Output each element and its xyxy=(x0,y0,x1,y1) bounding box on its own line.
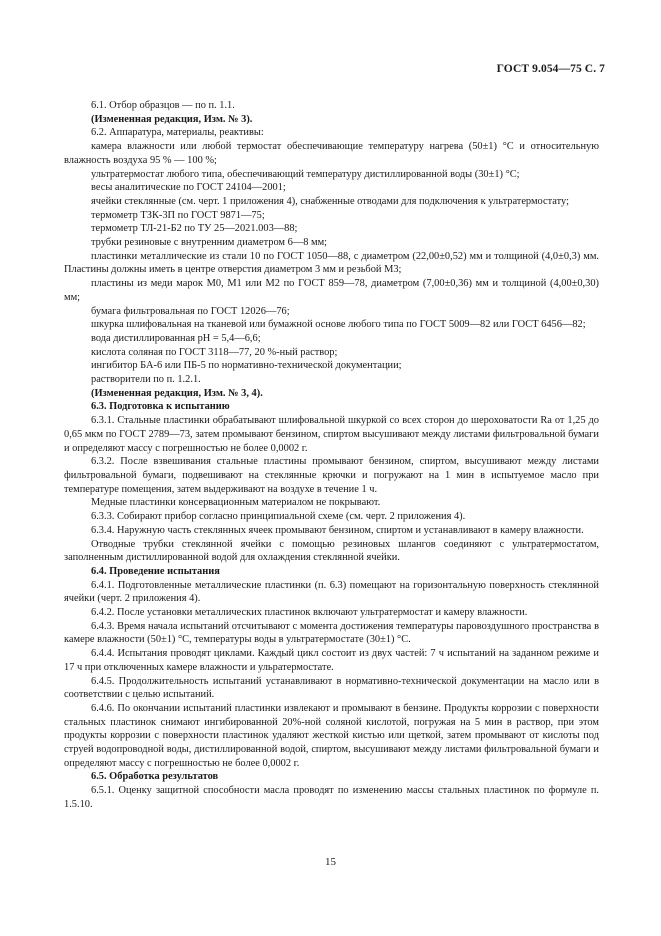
page-number: 15 xyxy=(325,856,336,868)
paragraph: термометр ТЗК-3П по ГОСТ 9871—75; xyxy=(91,209,265,221)
document-body xyxy=(64,99,599,812)
paragraph: трубки резиновые с внутренним диаметром 6—8 мм; xyxy=(91,237,328,249)
paragraph: 6.5.1. Оценку защитной способности масла проводят по изменению массы стальных пластинок по формуле п. 1.5.10. xyxy=(64,785,599,810)
paragraph: бумага фильтровальная по ГОСТ 12026—76; xyxy=(91,305,290,317)
section-heading: 6.5. Обработка результатов xyxy=(91,771,219,783)
paragraph: 6.4.1. Подготовленные металлические пластинки (п. 6.3) помещают на горизонтальную поверхность стеклянной ячейки (черт. 2 приложения 4). xyxy=(64,579,599,605)
paragraph: пластины из меди марок М0, М1 или М2 по ГОСТ 859—78, диаметром (7,00±0,36) мм и толщиной (4,00±0,30) мм; xyxy=(64,278,599,303)
section-heading: (Измененная редакция, Изм. № 3). xyxy=(91,113,253,125)
paragraph: 6.3.3. Собирают прибор согласно принципиальной схеме (см. черт. 2 приложения 4). xyxy=(91,511,466,523)
section-heading: 6.4. Проведение испытания xyxy=(91,565,220,577)
paragraph: 6.1. Отбор образцов — по п. 1.1. xyxy=(91,100,235,111)
paragraph: кислота соляная по ГОСТ 3118—77, 20 %-ный раствор; xyxy=(91,346,338,358)
paragraph: 6.4.6. По окончании испытаний пластинки извлекают и промывают в бензине. Продукты коррозии с поверхности стальных пластинок снимают ингибированной 20%-ной соляной кислотой, погружая на 5 мин в раствор, при этом продукты коррозии с поверхности пластинок удаляют жесткой кистью или щеткой, затем промывают от кислоты под струей водопроводной воды, дистиллированной водой, спиртом, высушивают между листами фильтровальной бумаги и определяют массу с погрешностью не более 0,0002 г. xyxy=(64,702,599,769)
paragraph: ингибитор БА-6 или ПБ-5 по нормативно-технической документации; xyxy=(91,360,402,372)
paragraph: 6.3.2. После взвешивания стальные пластины промывают бензином, спиртом, высушивают между листами фильтровальной бумаги, подвешивают на стеклянные крючки и погружают на 1 мин в испытуемое масло при температуре помещения, затем выдерживают на воздухе в течение 1 ч. xyxy=(64,456,599,495)
paragraph: пластинки металлические из стали 10 по ГОСТ 1050—88, с диаметром (22,00±0,52) мм и толщиной (4,0±0,3) мм. Пластины должны иметь в центре отверстия диаметром 3 мм и резьбой М3; xyxy=(64,250,599,276)
section-heading: 6.3. Подготовка к испытанию xyxy=(91,401,230,413)
section-heading: (Измененная редакция, Изм. № 3, 4). xyxy=(91,387,263,399)
paragraph: шкурка шлифовальная на тканевой или бумажной основе любого типа по ГОСТ 5009—82 или ГОСТ 6456—82; xyxy=(91,319,586,331)
paragraph: ультратермостат любого типа, обеспечивающий температуру дистиллированной воды (30±1) °С; xyxy=(91,168,520,180)
paragraph: ячейки стеклянные (см. черт. 1 приложения 4), снабженные отводами для подключения к ультратермостату; xyxy=(91,195,569,207)
paragraph: камера влажности или любой термостат обеспечивающие температуру нагрева (50±1) °С и относительную влажность воздуха 95 % — 100 %; xyxy=(64,141,599,166)
paragraph: Отводные трубки стеклянной ячейки с помощью резиновых шлангов соединяют с ультратермостатом, заполненным дистиллированной водой для охлаждения стеклянной ячейки. xyxy=(64,538,599,564)
paragraph: весы аналитические по ГОСТ 24104—2001; xyxy=(91,182,286,194)
paragraph: 6.4.2. После установки металлических пластинок включают ультратермостат и камеру влажности. xyxy=(91,607,528,619)
page-header: ГОСТ 9.054—75 С. 7 xyxy=(496,63,605,75)
paragraph: 6.4.5. Продолжительность испытаний устанавливают в нормативно-технической документации на масло или в соответствии с целью испытаний. xyxy=(64,675,599,701)
paragraph: 6.4.4. Испытания проводят циклами. Каждый цикл состоит из двух частей: 7 ч испытаний на заданном режиме и 17 ч при отключенных камере влажности и ульратермостате. xyxy=(64,648,599,673)
paragraph: термометр ТЛ-21-Б2 по ТУ 25—2021.003—88; xyxy=(91,223,298,235)
paragraph: 6.3.4. Наружную часть стеклянных ячеек промывают бензином, спиртом и устанавливают в камеру влажности. xyxy=(91,524,584,536)
paragraph: 6.3.1. Стальные пластинки обрабатывают шлифовальной шкуркой со всех сторон до шероховатости Ra от 1,25 до 0,65 мкм по ГОСТ 2789—73, затем промывают бензином, спиртом высушивают между листами фильтровальной бумаги и определяют массу с погрешностью не более 0,0002 г. xyxy=(64,415,599,454)
paragraph: Медные пластинки консервационным материалом не покрывают. xyxy=(91,497,381,509)
paragraph: растворители по п. 1.2.1. xyxy=(91,374,201,386)
paragraph: 6.4.3. Время начала испытаний отсчитывают с момента достижения температуры паровоздушного пространства в камере влажности (50±1) °С, температуры воды в ультратермостате (30±1) °С. xyxy=(64,620,599,646)
paragraph: вода дистиллированная рН = 5,4—6,6; xyxy=(91,332,261,344)
paragraph: 6.2. Аппаратура, материалы, реактивы: xyxy=(91,127,264,139)
